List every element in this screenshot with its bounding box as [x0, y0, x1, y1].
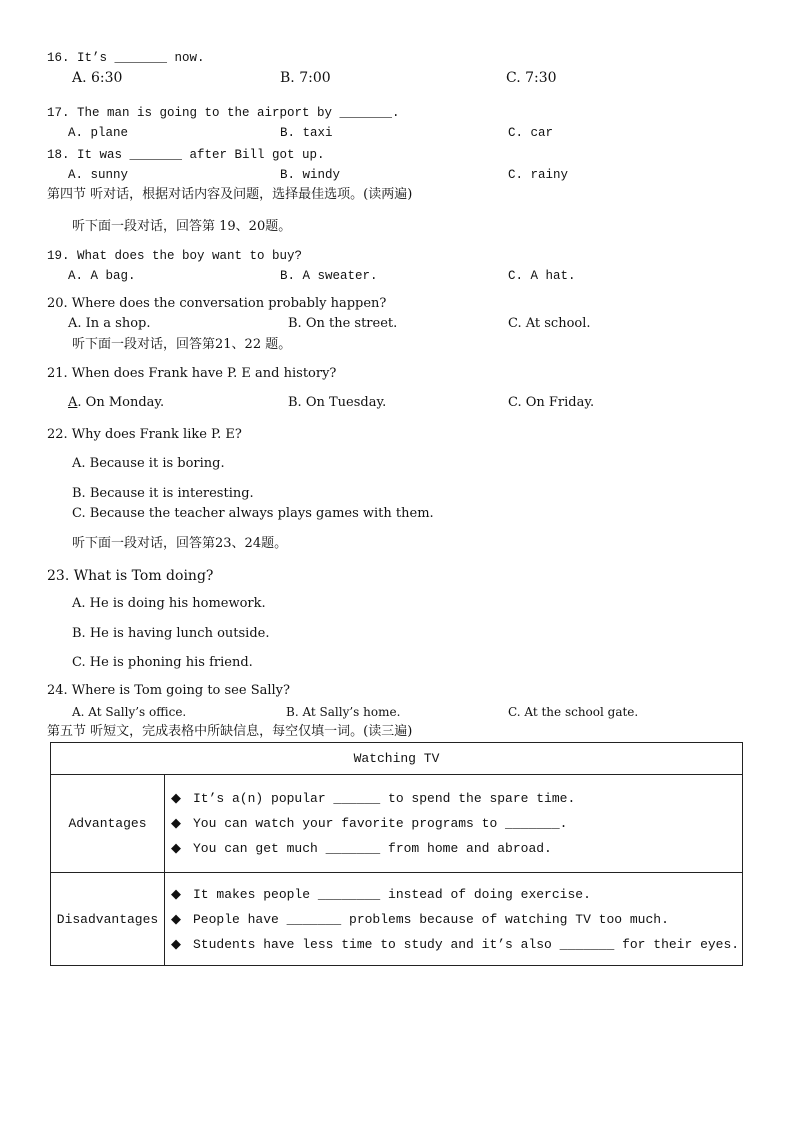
q24-stem: 24. Where is Tom going to see Sally? [47, 683, 290, 698]
q17-option-b: B. taxi [280, 126, 333, 140]
q20-option-c: C. At school. [508, 316, 591, 331]
advantages-items [165, 775, 743, 873]
list-item [171, 786, 742, 811]
q18-option-c: C. rainy [508, 168, 569, 182]
q20-option-a: A. In a shop. [68, 316, 151, 331]
section5-title: 第五节 听短文，完成表格中所缺信息，每空仅填一词。(读三遍) [47, 724, 413, 739]
advantages-label: Advantages [51, 775, 165, 873]
q21-option-b: B. On Tuesday. [288, 395, 387, 410]
list-item [171, 932, 742, 957]
advantage-item-1: It’s a(n) popular ______ to spend the spare time. [193, 791, 576, 806]
diamond-bullet-icon: ◆ [171, 911, 181, 927]
q19-option-b: B. A sweater. [280, 269, 378, 283]
list-item [171, 836, 742, 861]
q20-option-b: B. On the street. [288, 316, 398, 331]
q21-stem: 21. When does Frank have P. E and history? [47, 366, 337, 381]
diamond-bullet-icon: ◆ [171, 886, 181, 902]
table-title: Watching TV [51, 743, 743, 775]
intro-21-22: 听下面一段对话，回答第21、22 题。 [72, 337, 292, 352]
q21-option-a-text: . On Monday. [77, 395, 165, 410]
q24-option-b: B. At Sally’s home. [286, 705, 401, 719]
q17-option-a: A. plane [68, 126, 129, 140]
q19-option-c: C. A hat. [508, 269, 576, 283]
q24-option-c: C. At the school gate. [508, 705, 639, 719]
q19-option-a: A. A bag. [68, 269, 136, 283]
q16-option-b: B. 7:00 [280, 70, 331, 86]
advantage-item-2: You can watch your favorite programs to _______. [193, 816, 568, 831]
section4-title: 第四节 听对话，根据对话内容及问题，选择最佳选项。(读两遍) [47, 187, 413, 202]
q16-option-a: A. 6:30 [72, 70, 123, 86]
disadvantage-item-3: Students have less time to study and it’s also _______ for their eyes. [193, 936, 740, 952]
watching-tv-table [50, 742, 743, 966]
q22-option-b: B. Because it is interesting. [72, 486, 254, 501]
q21-option-c: C. On Friday. [508, 395, 595, 410]
intro-19-20: 听下面一段对话，回答第 19、20题。 [72, 219, 292, 234]
q23-option-b: B. He is having lunch outside. [72, 626, 270, 641]
q20-stem: 20. Where does the conversation probably happen? [47, 296, 387, 311]
list-item [171, 882, 742, 907]
q23-option-c: C. He is phoning his friend. [72, 655, 253, 670]
disadvantages-items [165, 873, 743, 966]
diamond-bullet-icon: ◆ [171, 936, 181, 952]
disadvantages-label: Disadvantages [51, 873, 165, 966]
list-item [171, 811, 742, 836]
q23-option-a: A. He is doing his homework. [72, 596, 266, 611]
q17-option-c: C. car [508, 126, 554, 140]
q17-stem: 17. The man is going to the airport by _______. [47, 106, 400, 120]
q18-option-a: A. sunny [68, 168, 129, 182]
intro-23-24: 听下面一段对话，回答第23、24题。 [72, 536, 288, 551]
q22-option-c: C. Because the teacher always plays games with them. [72, 506, 434, 521]
q22-stem: 22. Why does Frank like P. E? [47, 427, 242, 442]
q18-option-b: B. windy [280, 168, 341, 182]
diamond-bullet-icon: ◆ [171, 791, 181, 806]
q21-option-a [68, 395, 164, 411]
q19-stem: 19. What does the boy want to buy? [47, 249, 303, 263]
list-item [171, 907, 742, 932]
q18-stem: 18. It was _______ after Bill got up. [47, 148, 325, 162]
disadvantage-item-2: People have _______ problems because of watching TV too much. [193, 911, 669, 927]
q21-option-a-letter: A [68, 395, 78, 410]
q22-option-a: A. Because it is boring. [72, 456, 225, 471]
q16-stem: 16. It’s _______ now. [47, 51, 205, 65]
diamond-bullet-icon: ◆ [171, 841, 181, 856]
q24-option-a: A. At Sally’s office. [72, 705, 187, 719]
q23-stem: 23. What is Tom doing? [47, 568, 214, 584]
q16-option-c: C. 7:30 [506, 70, 557, 86]
diamond-bullet-icon: ◆ [171, 816, 181, 831]
disadvantage-item-1: It makes people ________ instead of doing exercise. [193, 886, 591, 902]
advantage-item-3: You can get much _______ from home and abroad. [193, 841, 552, 856]
